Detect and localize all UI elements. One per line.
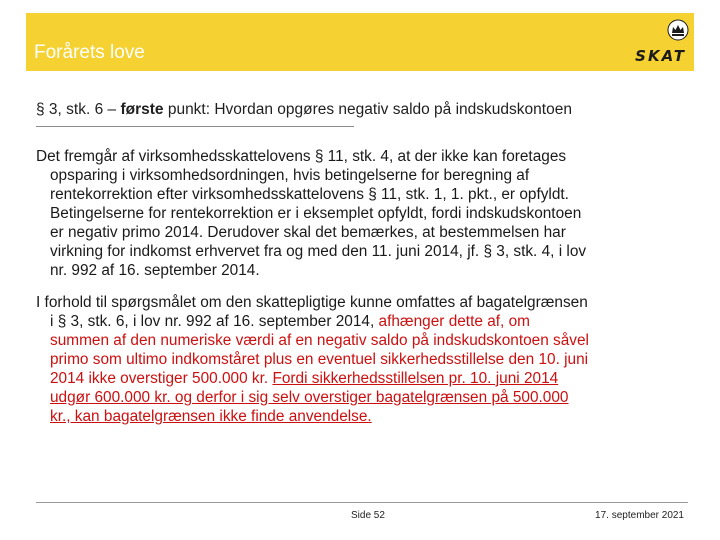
logo-text: SKAT: [635, 47, 686, 65]
paragraph-line: primo som ultimo indkomståret plus en eventuel sikkerhedsstillelse den 10. juni: [50, 351, 589, 368]
subtitle-divider: [36, 126, 354, 127]
paragraph-line: summen af den numeriske værdi af en negativ saldo på indskudskontoen såvel: [50, 332, 589, 349]
paragraph-1: [36, 147, 686, 280]
paragraph-line: Betingelserne for rentekorrektion er i eksemplet opfyldt, fordi indskudskontoen: [50, 205, 582, 222]
text-highlight-red: 2014 ikke overstiger 500.000 kr.: [50, 370, 273, 387]
paragraph-line: er negativ primo 2014. Derudover skal det bemærkes, at bestemmelsen har: [50, 224, 566, 241]
text-highlight-red: afhænger dette af, om: [378, 313, 530, 330]
paragraph-line: kr., kan bagatelgrænsen ikke finde anvendelse.: [50, 408, 372, 425]
skat-logo: [614, 19, 686, 67]
paragraph-line: nr. 992 af 16. september 2014.: [50, 262, 260, 279]
paragraph-line: Det fremgår af virksomhedsskattelovens § 11, stk. 4, at der ikke kan foretages: [36, 148, 567, 165]
crown-icon: [667, 19, 689, 41]
paragraph-2: [36, 293, 686, 426]
header-bar: [26, 13, 694, 71]
text-highlight-red-underlined: Fordi sikkerhedsstillelsen pr. 10. juni 2014: [272, 370, 559, 387]
subtitle-prefix: § 3, stk. 6 –: [36, 101, 121, 118]
paragraph-line: I forhold til spørgsmålet om den skattepligtige kunne omfattes af bagatelgrænsen: [36, 294, 588, 311]
subtitle-bold: første: [120, 101, 164, 118]
subtitle-suffix: punkt: Hvordan opgøres negativ saldo på indskudskontoen: [163, 101, 572, 118]
paragraph-line: rentekorrektion efter virksomhedsskattelovens § 11, stk. 1, 1. pkt., er opfyldt.: [50, 186, 569, 203]
paragraph-line: virkning for indkomst erhvervet fra og med den 11. juni 2014, jf. § 3, stk. 4, i lov: [50, 243, 587, 260]
text-normal: i § 3, stk. 6, i lov nr. 992 af 16. september 2014,: [50, 313, 379, 330]
page-number: Side 52: [351, 510, 385, 521]
subtitle: [36, 101, 572, 119]
slide-title: Forårets love: [34, 42, 145, 63]
paragraph-line: [36, 312, 686, 331]
paragraph-line: [36, 369, 686, 388]
footer-date: 17. september 2021: [595, 510, 684, 521]
paragraph-line: opsparing i virksomhedsordningen, hvis betingelserne for beregning af: [50, 167, 530, 184]
paragraph-line: udgør 600.000 kr. og derfor i sig selv overstiger bagatelgrænsen på 500.000: [50, 389, 569, 406]
footer-divider: [36, 502, 688, 503]
